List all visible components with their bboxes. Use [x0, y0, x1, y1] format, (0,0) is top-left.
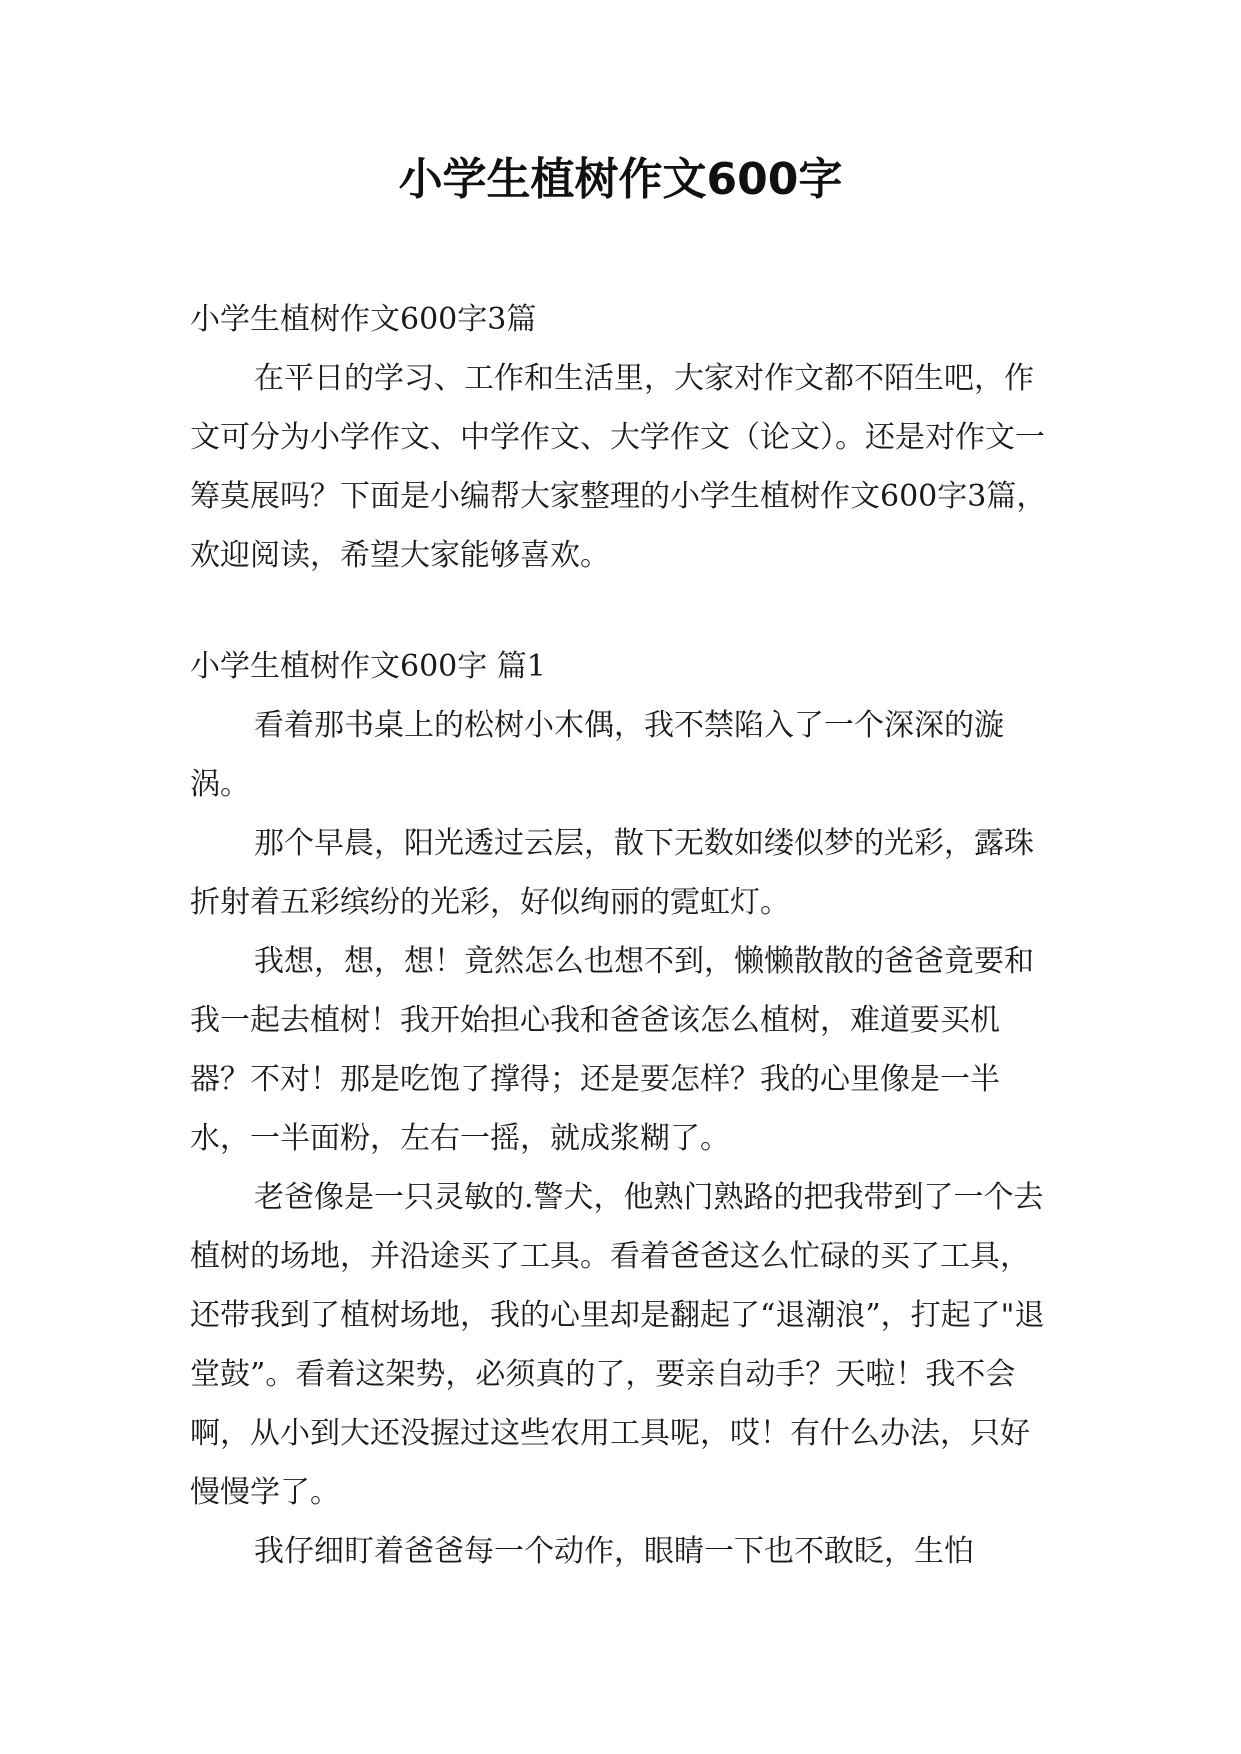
- document-body: [190, 290, 1050, 1581]
- section1-paragraph-2: 那个早晨，阳光透过云层，散下无数如缕似梦的光彩，露珠折射着五彩缤纷的光彩，好似绚丽的霓虹灯。: [190, 826, 1034, 920]
- document-title: 小学生植树作文600字: [398, 154, 843, 205]
- intro-paragraph: 在平日的学习、工作和生活里，大家对作文都不陌生吧，作文可分为小学作文、中学作文、大学作文（论文）。还是对作文一筹莫展吗？下面是小编帮大家整理的小学生植树作文600字3篇，欢迎阅读，希望大家能够喜欢。: [190, 361, 1047, 573]
- section1-paragraph-3: 我想，想，想！竟然怎么也想不到，懒懒散散的爸爸竟要和我一起去植树！我开始担心我和爸爸该怎么植树，难道要买机器？不对！那是吃饱了撑得；还是要怎样？我的心里像是一半水，一半面粉，左右一摇，就成浆糊了。: [190, 944, 1034, 1156]
- section1-paragraph-1: 看着那书桌上的松树小木偶，我不禁陷入了一个深深的漩涡。: [190, 708, 1004, 802]
- section1-heading: 小学生植树作文600字 篇1: [190, 649, 546, 684]
- section1-paragraph-5: 我仔细盯着爸爸每一个动作，眼睛一下也不敢眨，生怕: [254, 1534, 974, 1569]
- section1-paragraph-4: 老爸像是一只灵敏的.警犬，他熟门熟路的把我带到了一个去植树的场地，并沿途买了工具。看着爸爸这么忙碌的买了工具，还带我到了植树场地，我的心里却是翻起了“退潮浪”，打起了"退堂鼓”。看着这架势，必须真的了，要亲自动手？天啦！我不会啊，从小到大还没握过这些农用工具呢，哎！有什么办法，只好慢慢学了。: [190, 1180, 1045, 1510]
- intro-heading: 小学生植树作文600字3篇: [190, 302, 537, 337]
- section-spacer: [190, 585, 1050, 637]
